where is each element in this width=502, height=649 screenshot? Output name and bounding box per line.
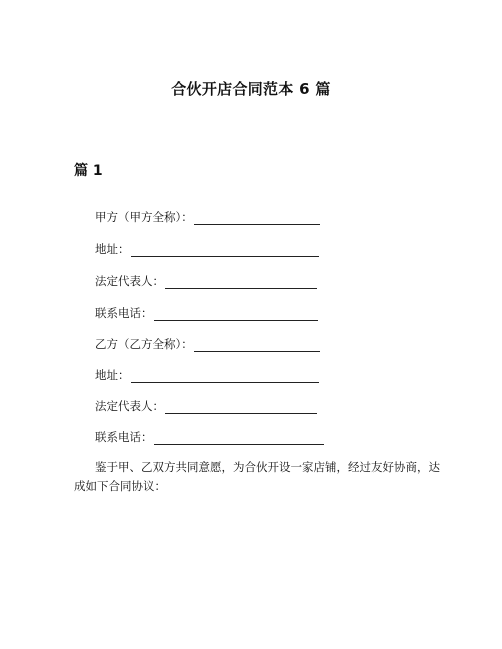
- party-b-name-field: [95, 336, 320, 352]
- intro-paragraph: 鉴于甲、乙双方共同意愿，为合伙开设一家店铺，经过友好协商，达成如下合同协议：: [74, 460, 440, 493]
- field-label: 地址：: [95, 368, 130, 382]
- field-label: 乙方（乙方全称）：: [95, 337, 193, 351]
- party-b-legal-rep-field: [95, 398, 317, 414]
- fill-in-blank: [131, 245, 319, 257]
- field-label: 法定代表人：: [95, 399, 164, 413]
- fill-in-blank: [154, 433, 324, 445]
- fill-in-blank: [165, 402, 317, 414]
- field-label: 联系电话：: [95, 306, 153, 320]
- field-label: 联系电话：: [95, 430, 153, 444]
- fill-in-blank: [194, 213, 320, 225]
- fill-in-blank: [194, 340, 320, 352]
- party-b-address-field: [95, 367, 319, 383]
- party-a-address-field: [95, 241, 319, 257]
- party-a-legal-rep-field: [95, 273, 317, 289]
- party-b-phone-field: [95, 429, 324, 445]
- field-label: 法定代表人：: [95, 274, 164, 288]
- fill-in-blank: [165, 277, 317, 289]
- fill-in-blank: [131, 371, 319, 383]
- section-heading: 篇 1: [74, 163, 103, 179]
- fill-in-blank: [154, 309, 318, 321]
- field-label: 甲方（甲方全称）：: [95, 210, 193, 224]
- field-label: 地址：: [95, 242, 130, 256]
- party-a-phone-field: [95, 305, 318, 321]
- party-a-name-field: [95, 209, 320, 225]
- document-title: 合伙开店合同范本 6 篇: [171, 80, 331, 98]
